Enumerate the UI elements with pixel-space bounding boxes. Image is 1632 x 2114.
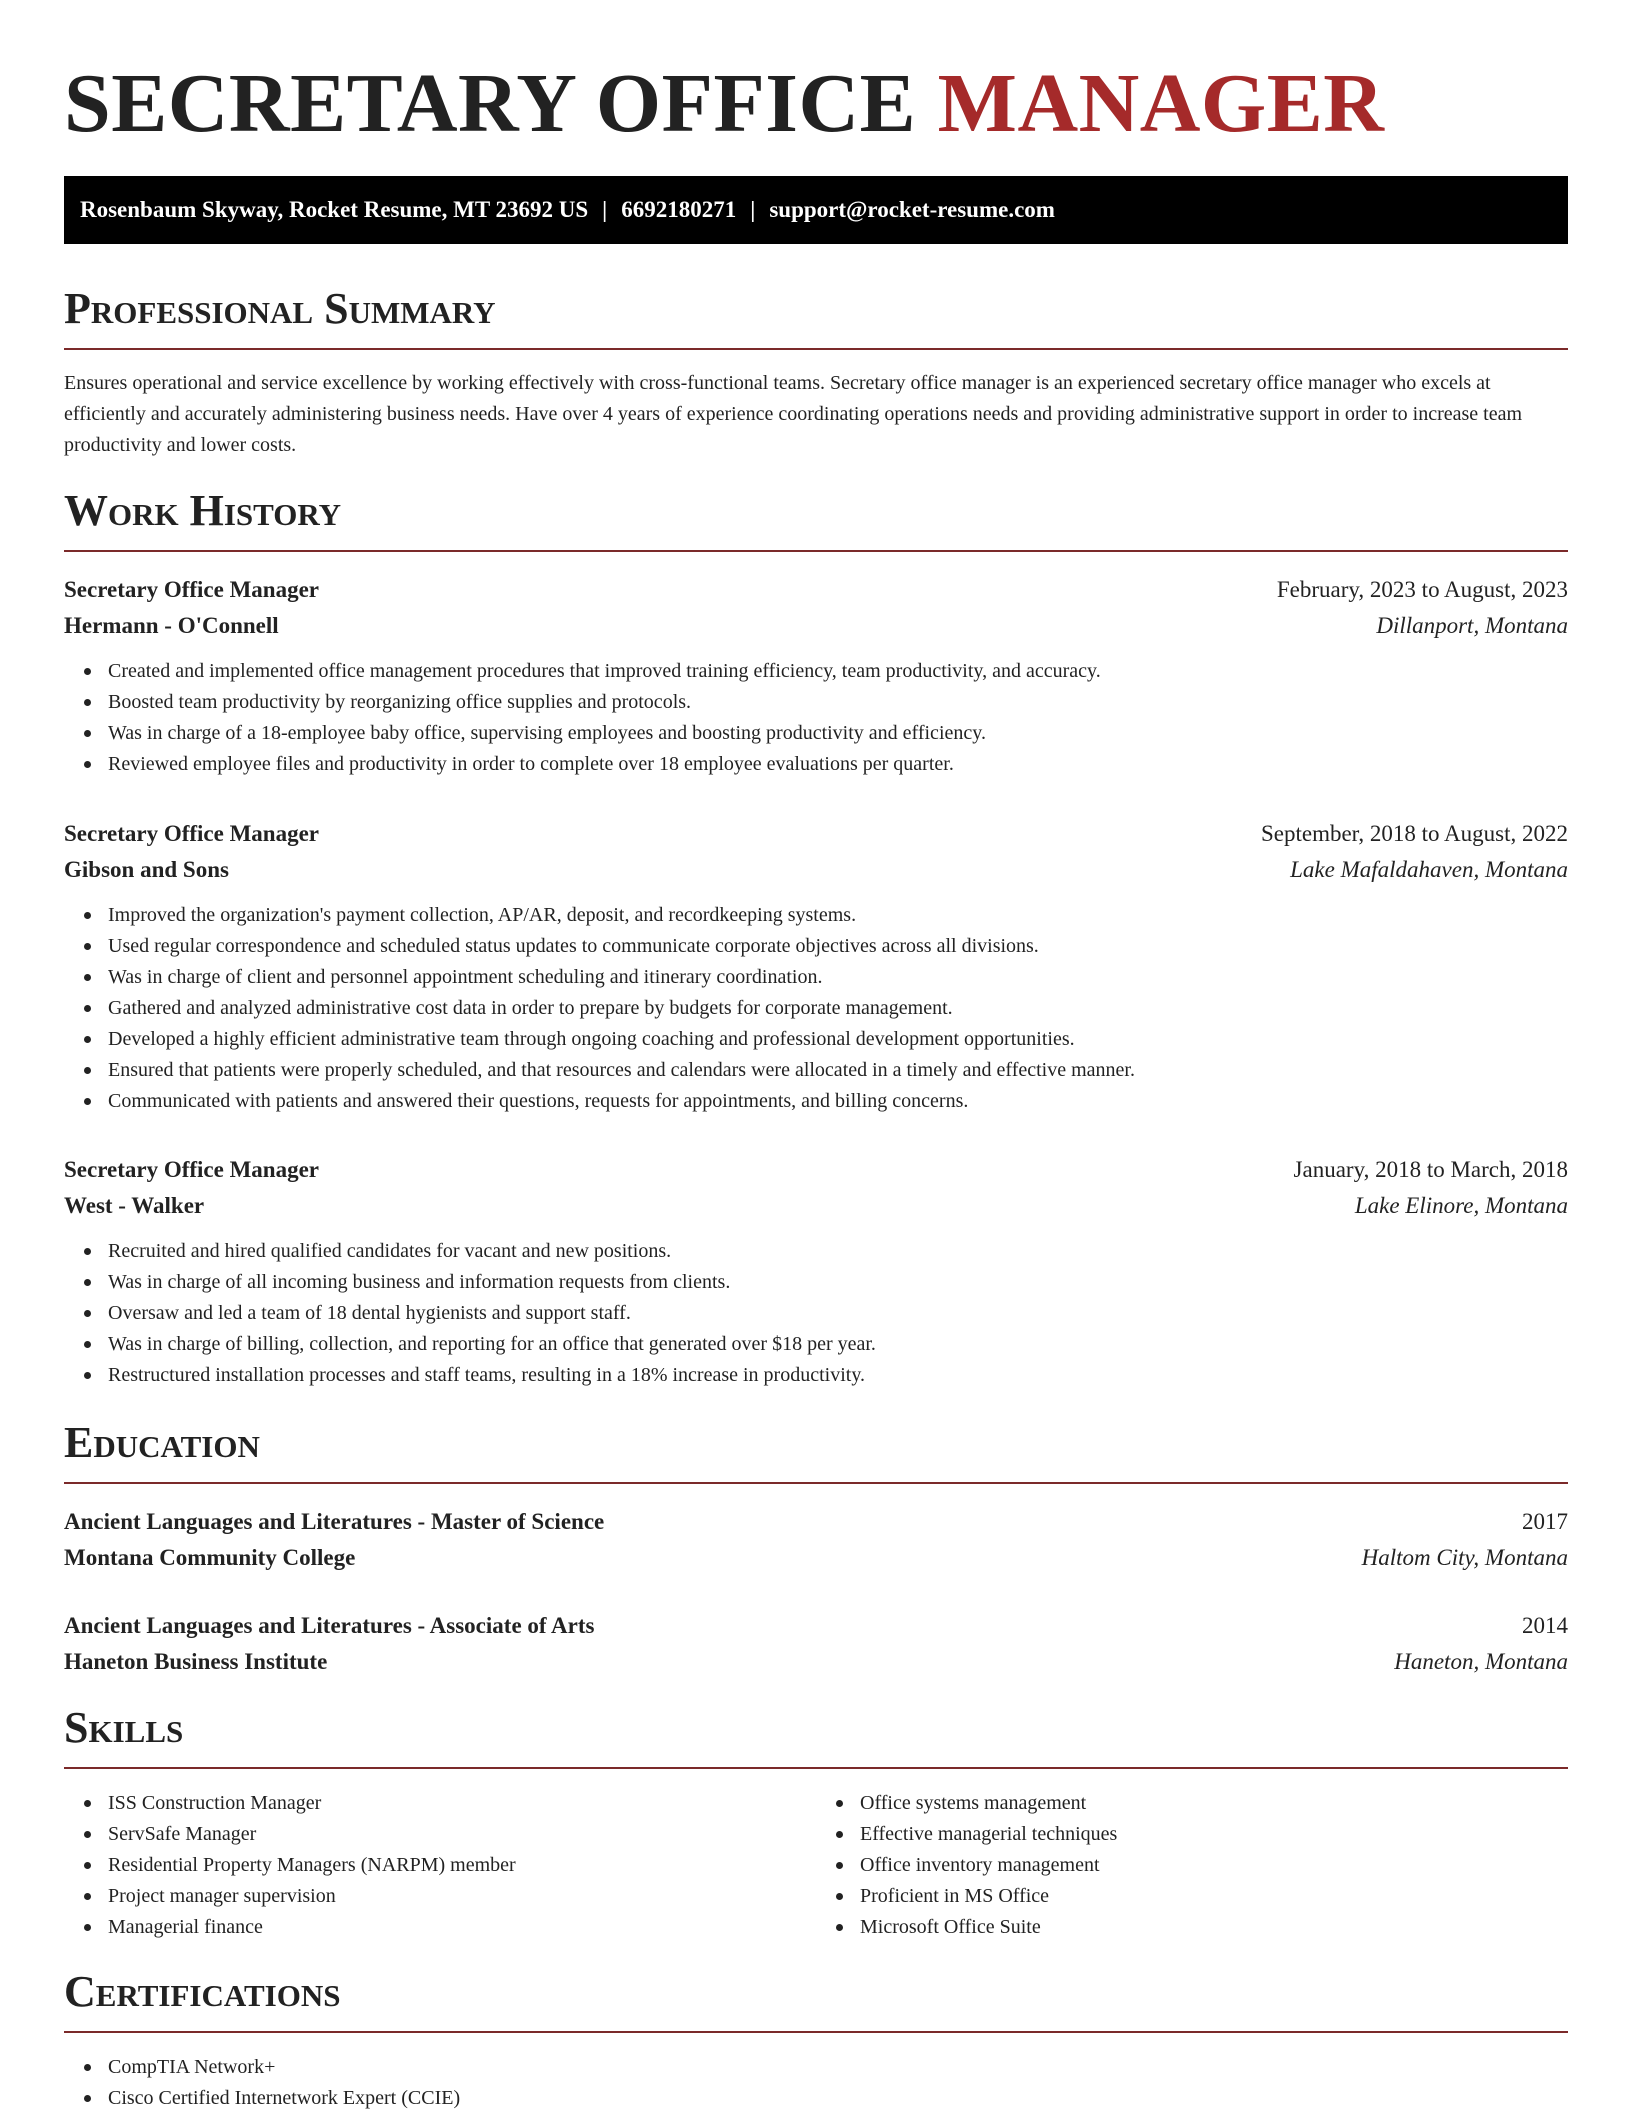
education-header-row [64,1504,1568,1540]
education-location: Haneton, Montana [1394,1649,1568,1674]
job-location: Dillanport, Montana [1376,613,1568,638]
list-item: Cisco Certified Internetwork Expert (CCIE) [108,2083,1568,2114]
job-title: Secretary Office Manager [64,1157,320,1182]
education-degree: Ancient Languages and Literatures - Associate of Arts [64,1613,595,1638]
job-title: Secretary Office Manager [64,821,320,846]
job-company-row [64,608,1568,644]
list-item: Effective managerial techniques [860,1819,1568,1850]
list-item: Reviewed employee files and productivity in order to complete over 18 employee evaluations per quarter. [108,749,1568,780]
resume-title [64,56,1384,152]
job-entry [64,572,1568,780]
summary-heading: Professional Summary [64,284,1568,350]
list-item: Was in charge of a 18-employee baby office, supervising employees and boosting productivity and efficiency. [108,718,1568,749]
list-item: ServSafe Manager [108,1819,816,1850]
list-item: Microsoft Office Suite [860,1912,1568,1943]
job-header-row [64,572,1568,608]
list-item: Restructured installation processes and staff teams, resulting in a 18% increase in productivity. [108,1360,1568,1391]
contact-email[interactable]: support@rocket-resume.com [769,197,1055,222]
list-item: Gathered and analyzed administrative cost data in order to prepare by budgets for corporate management. [108,993,1568,1024]
job-dates: February, 2023 to August, 2023 [1276,577,1568,602]
job-company: Hermann - O'Connell [64,613,279,638]
list-item: Managerial finance [108,1912,816,1943]
education-header-row [64,1608,1568,1644]
education-degree: Ancient Languages and Literatures - Master of Science [64,1509,605,1534]
certifications-list [64,2052,1568,2114]
list-item: ISS Construction Manager [108,1788,816,1819]
skills-list-right [816,1788,1568,1943]
education-heading: Education [64,1418,1568,1484]
list-item: Was in charge of client and personnel appointment scheduling and itinerary coordination. [108,962,1568,993]
job-header-row [64,1152,1568,1188]
job-location: Lake Elinore, Montana [1354,1193,1568,1218]
title-part-2: MANAGER [937,57,1385,150]
list-item: Recruited and hired qualified candidates for vacant and new positions. [108,1236,1568,1267]
job-dates: January, 2018 to March, 2018 [1293,1157,1568,1182]
education-school: Haneton Business Institute [64,1649,328,1674]
list-item: Used regular correspondence and scheduled status updates to communicate corporate objectives across all divisions. [108,931,1568,962]
job-company-row [64,852,1568,888]
list-item: Ensured that patients were properly scheduled, and that resources and calendars were allocated in a timely and effective manner. [108,1055,1568,1086]
job-dates: September, 2018 to August, 2022 [1260,821,1568,846]
list-item: Communicated with patients and answered their questions, requests for appointments, and billing concerns. [108,1086,1568,1117]
education-year: 2014 [1522,1613,1568,1638]
education-school-row [64,1644,1568,1680]
list-item: CompTIA Network+ [108,2052,1568,2083]
job-company: West - Walker [64,1193,205,1218]
education-school: Montana Community College [64,1545,356,1570]
education-school-row [64,1540,1568,1576]
contact-phone[interactable]: 6692180271 [621,197,737,222]
job-title: Secretary Office Manager [64,577,320,602]
certifications-heading: Certifications [64,1967,1568,2033]
list-item: Was in charge of billing, collection, and reporting for an office that generated over $18 per year. [108,1329,1568,1360]
list-item: Was in charge of all incoming business and information requests from clients. [108,1267,1568,1298]
certifications-block [64,2052,1568,2114]
contact-separator: | [602,197,608,222]
job-entry [64,1152,1568,1391]
work-history-heading: Work History [64,486,1568,552]
job-bullets [64,900,1568,1117]
skills-list-left [64,1788,816,1943]
contact-bar [64,176,1568,244]
list-item: Office systems management [860,1788,1568,1819]
skills-heading: Skills [64,1703,1568,1769]
list-item: Developed a highly efficient administrative team through ongoing coaching and professional development opportunities. [108,1024,1568,1055]
skills-columns [64,1788,1568,1943]
title-part-1: SECRETARY OFFICE [64,57,917,150]
summary-text: Ensures operational and service excellence by working effectively with cross-functional teams. Secretary office manager is an experienced secretary office manager who excels at efficiently and accurately administering business needs. Have over 4 years of experience coordinating operations needs and providing administrative support in order to increase team productivity and lower costs. [64,372,1523,456]
list-item: Office inventory management [860,1850,1568,1881]
list-item: Boosted team productivity by reorganizing office supplies and protocols. [108,687,1568,718]
list-item: Project manager supervision [108,1881,816,1912]
education-year: 2017 [1522,1509,1568,1534]
education-entry [64,1504,1568,1576]
list-item: Created and implemented office management procedures that improved training efficiency, team productivity, and accuracy. [108,656,1568,687]
contact-separator: | [750,197,756,222]
job-bullets [64,1236,1568,1391]
list-item: Residential Property Managers (NARPM) member [108,1850,816,1881]
job-location: Lake Mafaldahaven, Montana [1290,857,1568,882]
job-entry [64,816,1568,1117]
education-location: Haltom City, Montana [1361,1545,1568,1570]
contact-address: Rosenbaum Skyway, Rocket Resume, MT 23692 US [80,197,589,222]
job-company: Gibson and Sons [64,857,229,882]
list-item: Proficient in MS Office [860,1881,1568,1912]
job-bullets [64,656,1568,780]
job-header-row [64,816,1568,852]
list-item: Oversaw and led a team of 18 dental hygienists and support staff. [108,1298,1568,1329]
education-entry [64,1608,1568,1680]
job-company-row [64,1188,1568,1224]
list-item: Improved the organization's payment collection, AP/AR, deposit, and recordkeeping systems. [108,900,1568,931]
